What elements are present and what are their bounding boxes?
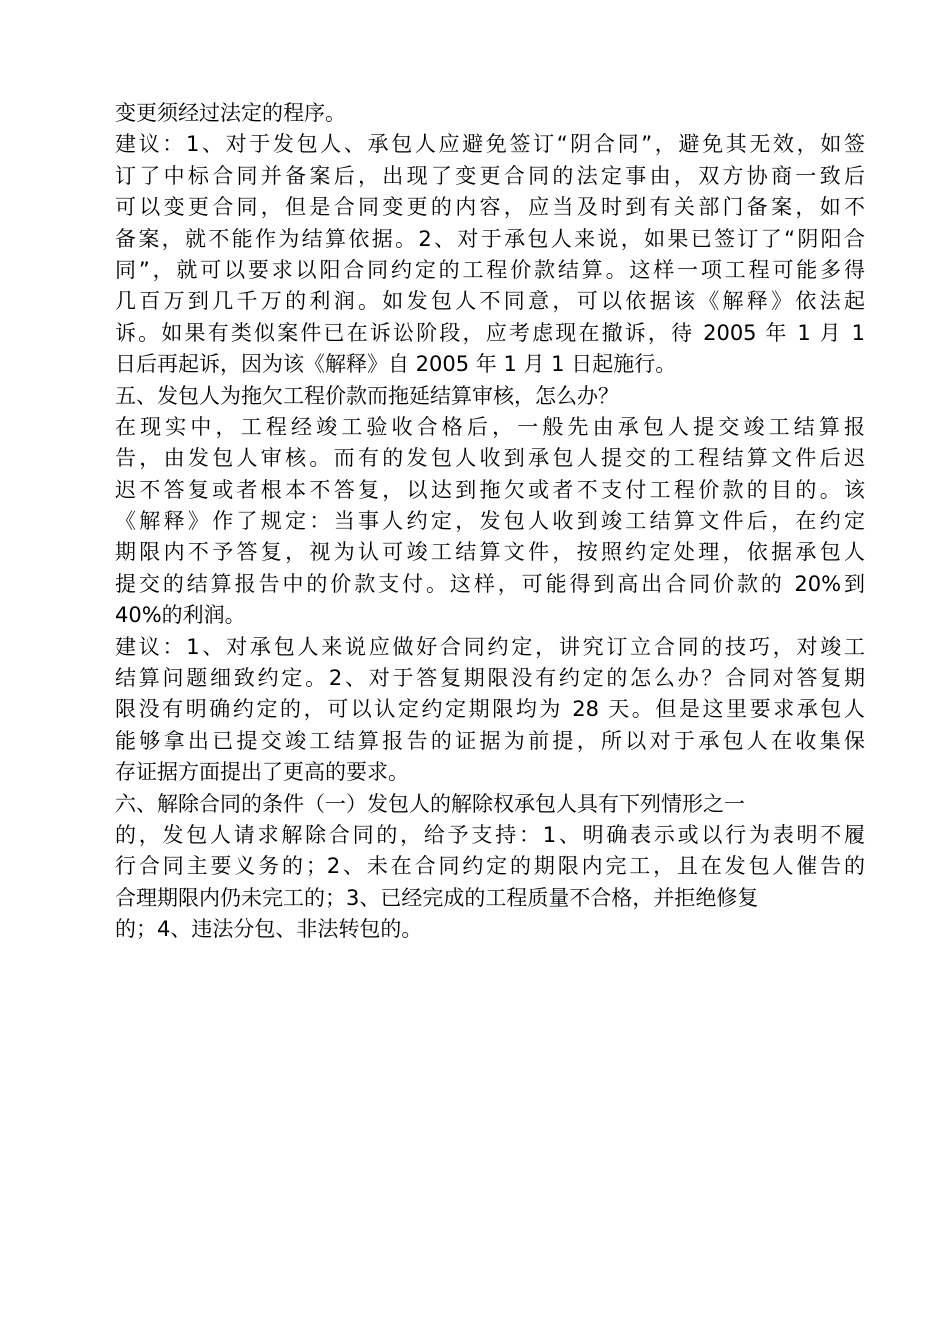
text-line: 诉。如果有类似案件已在诉讼阶段，应考虑现在撤诉，待 2005 年 1 月 1 [115, 320, 865, 345]
text-line: 结算问题细致约定。2、对于答复期限没有约定的怎么办？合同对答复期 [115, 666, 865, 691]
text-line: 的，发包人请求解除合同的，给予支持：1、明确表示或以行为表明不履 [115, 822, 865, 847]
text-line: 《解释》作了规定：当事人约定，发包人收到竣工结算文件后，在约定 [115, 509, 865, 534]
text-line: 同”，就可以要求以阳合同约定的工程价款结算。这样一项工程可能多得 [115, 257, 865, 282]
text-line: 备案，就不能作为结算依据。2、对于承包人来说，如果已签订了“阴阳合 [115, 226, 865, 251]
text-line: 建议：1、对于发包人、承包人应避免签订“阴合同”，避免其无效，如签 [115, 132, 865, 157]
text-line: 行合同主要义务的；2、未在合同约定的期限内完工，且在发包人催告的 [115, 854, 865, 879]
section-heading: 六、解除合同的条件（一）发包人的解除权承包人具有下列情形之一 [115, 791, 745, 816]
text-line: 日后再起诉，因为该《解释》自 2005 年 1 月 1 日起施行。 [115, 352, 677, 377]
text-line: 提交的结算报告中的价款支付。这样，可能得到高出合同价款的 20%到 [115, 571, 865, 596]
text-line: 变更须经过法定的程序。 [115, 101, 346, 125]
text-line: 40%的利润。 [115, 603, 246, 628]
text-line: 订了中标合同并备案后，出现了变更合同的法定事由，双方协商一致后 [115, 163, 865, 188]
text-line: 合理期限内仍未完工的；3、已经完成的工程质量不合格，并拒绝修复 [115, 885, 759, 910]
text-line: 在现实中，工程经竣工验收合格后，一般先由承包人提交竣工结算报 [115, 414, 865, 439]
text-line: 的；4、违法分包、非法转包的。 [115, 917, 423, 942]
text-line: 能够拿出已提交竣工结算报告的证据为前提，所以对于承包人在收集保 [115, 728, 865, 753]
section-heading: 五、发包人为拖欠工程价款而拖延结算审核，怎么办？ [115, 383, 619, 408]
text-line: 期限内不予答复，视为认可竣工结算文件，按照约定处理，依据承包人 [115, 540, 865, 565]
text-line: 存证据方面提出了更高的要求。 [115, 760, 409, 785]
text-line: 迟不答复或者根本不答复，以达到拖欠或者不支付工程价款的目的。该 [115, 477, 865, 502]
text-line: 几百万到几千万的利润。如发包人不同意，可以依据该《解释》依法起 [115, 289, 865, 314]
text-line: 限没有明确约定的，可以认定约定期限均为 28 天。但是这里要求承包人 [115, 697, 865, 722]
text-line: 建议：1、对承包人来说应做好合同约定，讲究订立合同的技巧，对竣工 [115, 634, 865, 659]
text-line: 告，由发包人审核。而有的发包人收到承包人提交的工程结算文件后迟 [115, 446, 865, 471]
document-body [115, 98, 865, 946]
text-line: 可以变更合同，但是合同变更的内容，应当及时到有关部门备案，如不 [115, 195, 865, 220]
